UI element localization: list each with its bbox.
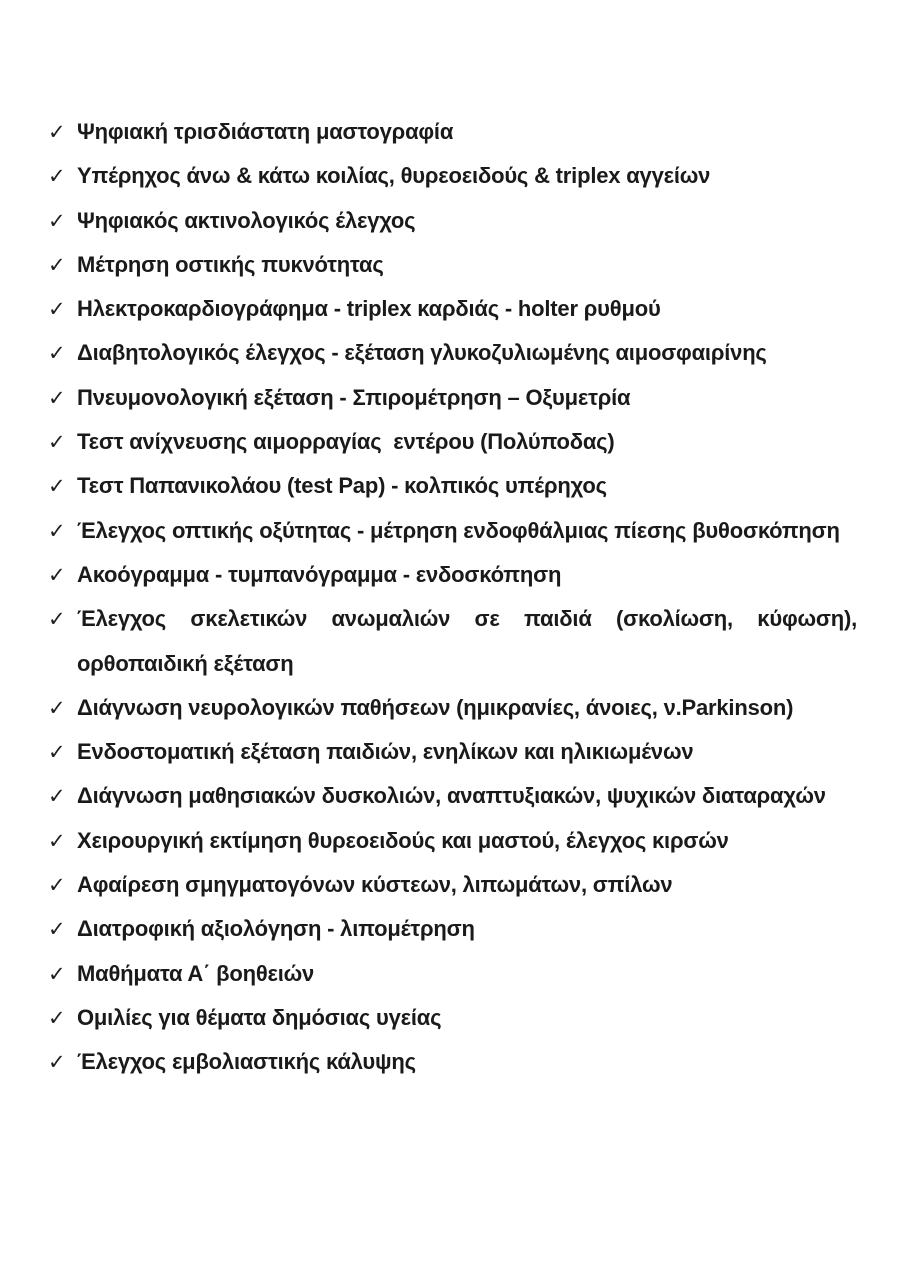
check-icon: ✓	[48, 607, 66, 632]
list-item	[48, 686, 857, 730]
list-item	[48, 287, 857, 331]
list-item	[48, 863, 857, 907]
list-item	[48, 243, 857, 287]
check-icon: ✓	[48, 252, 66, 277]
list-item-text: Τεστ Παπανικολάου (test Pap) - κολπικός υπέρηχος	[77, 473, 607, 499]
list-item-text: Διατροφική αξιολόγηση - λιπομέτρηση	[77, 916, 475, 942]
list-item-text: Τεστ ανίχνευσης αιμορραγίας εντέρου (Πολύποδας)	[77, 429, 615, 455]
list-item	[48, 952, 857, 996]
check-icon: ✓	[48, 474, 66, 499]
list-item	[48, 819, 857, 863]
list-item-text: Διάγνωση νευρολογικών παθήσεων (ημικρανίες, άνοιες, ν.Parkinson)	[77, 694, 794, 720]
list-item	[48, 331, 857, 375]
check-icon: ✓	[48, 873, 66, 898]
check-icon: ✓	[48, 430, 66, 455]
list-item-text: Ακοόγραμμα - τυμπανόγραμμα - ενδοσκόπηση	[77, 561, 562, 587]
list-item	[48, 154, 857, 198]
list-item-text: Πνευμονολογική εξέταση - Σπιρομέτρηση – Οξυμετρία	[77, 384, 631, 410]
check-icon: ✓	[48, 562, 66, 587]
list-item	[48, 199, 857, 243]
list-item	[48, 1040, 857, 1084]
list-item-text: Έλεγχος εμβολιαστικής κάλυψης	[77, 1049, 416, 1075]
check-icon: ✓	[48, 1050, 66, 1075]
check-icon: ✓	[48, 917, 66, 942]
list-item-text: Μέτρηση οστικής πυκνότητας	[77, 251, 384, 277]
list-item-text: Ψηφιακή τρισδιάστατη μαστογραφία	[77, 119, 454, 144]
list-item	[48, 464, 857, 508]
list-item	[48, 553, 857, 597]
list-item-text: Υπέρηχος άνω & κάτω κοιλίας, θυρεοειδούς & triplex αγγείων	[77, 163, 711, 189]
check-icon: ✓	[48, 518, 66, 543]
list-item	[48, 730, 857, 774]
checklist	[48, 110, 863, 1085]
check-icon: ✓	[48, 961, 66, 986]
list-item	[48, 110, 857, 154]
check-icon: ✓	[48, 208, 66, 233]
list-item	[48, 420, 857, 464]
check-icon: ✓	[48, 341, 66, 366]
list-item-text: Αφαίρεση σμηγματογόνων κύστεων, λιπωμάτων, σπίλων	[77, 872, 673, 898]
check-icon: ✓	[48, 784, 66, 809]
check-icon: ✓	[48, 828, 66, 853]
list-item-text: Μαθήματα Α΄ βοηθειών	[77, 960, 315, 986]
list-item	[48, 509, 857, 553]
list-item-text: Ομιλίες για θέματα δημόσιας υγείας	[77, 1004, 442, 1030]
list-item	[48, 996, 857, 1040]
check-icon: ✓	[48, 164, 66, 189]
list-item-text: Διαβητολογικός έλεγχος - εξέταση γλυκοζυλιωμένης αιμοσφαιρίνης	[77, 340, 767, 366]
list-item	[48, 597, 863, 686]
list-item-text: Έλεγχος σκελετικών ανωμαλιών σε παιδιά (σκολίωση, κύφωση), ορθοπαιδική εξέταση	[77, 606, 863, 676]
check-icon: ✓	[48, 740, 66, 765]
check-icon: ✓	[48, 297, 66, 322]
list-item-text: Ηλεκτροκαρδιογράφημα - triplex καρδιάς - holter ρυθμού	[77, 296, 661, 322]
list-item-text: Χειρουργική εκτίμηση θυρεοειδούς και μαστού, έλεγχος κιρσών	[77, 827, 729, 853]
list-item-text: Ενδοστοματική εξέταση παιδιών, ενηλίκων και ηλικιωμένων	[77, 739, 694, 765]
check-icon: ✓	[48, 385, 66, 410]
list-item	[48, 376, 857, 420]
list-item-text: Διάγνωση μαθησιακών δυσκολιών, αναπτυξιακών, ψυχικών διαταραχών	[77, 783, 826, 809]
list-item	[48, 907, 857, 951]
list-item-text: Έλεγχος οπτικής οξύτητας - μέτρηση ενδοφθάλμιας πίεσης βυθοσκόπηση	[77, 517, 840, 543]
check-icon: ✓	[48, 1005, 66, 1030]
list-item	[48, 774, 857, 818]
list-item-text: Ψηφιακός ακτινολογικός έλεγχος	[77, 207, 416, 233]
check-icon: ✓	[48, 695, 66, 720]
check-icon: ✓	[48, 120, 66, 144]
